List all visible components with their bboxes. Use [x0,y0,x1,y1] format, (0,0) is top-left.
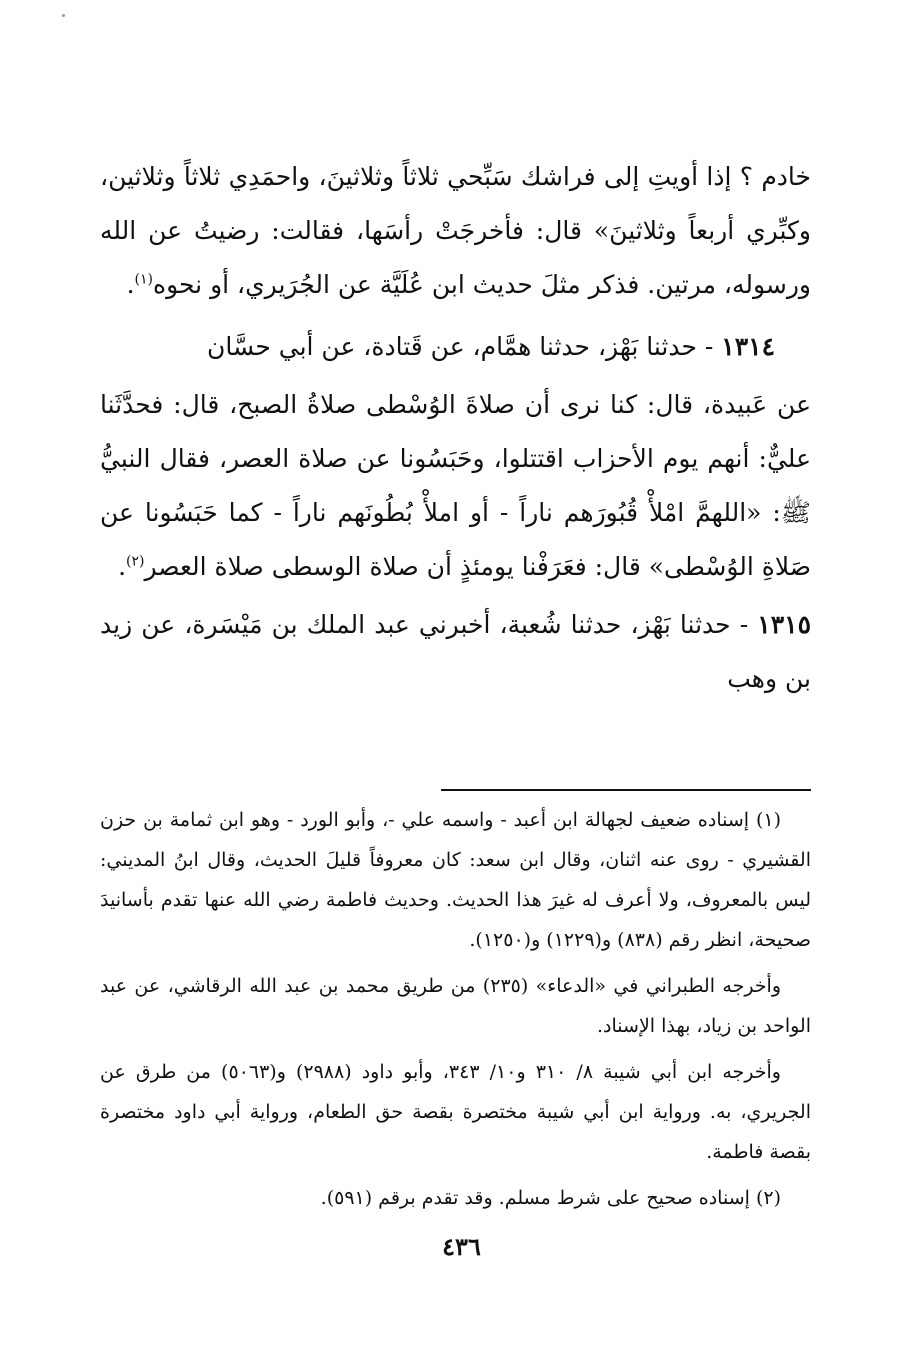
hadith-1314-chain [100,320,811,374]
hadith-period: . [118,552,127,581]
hadith-number: ١٣١٤ [721,332,775,361]
paragraph-continuation [100,150,811,312]
hadith-chain-text: - حدثنا بَهْز، حدثنا همَّام، عن قَتادة، عن أبي حسَّان [207,332,722,361]
footnote-divider [441,789,811,791]
hadith-body-text: عن عَبيدة، قال: كنا نرى أن صلاةَ الوُسْطى صلاةُ الصبح، قال: فحدَّثَنا عليٌّ: أنهم يوم الأحزاب اقتتلوا، وحَبَسُونا عن صلاة العصر، فقال النبيُّ ﷺ: «اللهمَّ امْلأْ قُبُورَهم ناراً - أو املأْ بُطُونَهم ناراً - كما حَبَسُونا عن صَلاةِ الوُسْطى» قال: فعَرَفْنا يومئذٍ أن صلاة الوسطى صلاة العصر [100,390,811,581]
main-text [100,150,811,706]
footnote-1-takhrij-a: وأخرجه الطبراني في «الدعاء» (٢٣٥) من طريق محمد بن عبد الله الرقاشي، عن عبد الواحد بن زياد، بهذا الإسناد. [100,975,811,1037]
scan-speck [62,14,65,17]
footnote-ref-1: (١) [134,271,154,288]
hadith-chain-text: - حدثنا بَهْز، حدثنا شُعبة، أخبرني عبد الملك بن مَيْسَرة، عن زيد بن وهب [100,610,811,693]
hadith-1315-chain [100,598,811,706]
footnote-1-takhrij-b: وأخرجه ابن أبي شيبة ٨/ ٣١٠ و١٠/ ٣٤٣، وأبو داود (٢٩٨٨) و(٥٠٦٣) من طرق عن الجريري، به. ورواية ابن أبي شيبة مختصرة بقصة حق الطعام، ورواية أبي داود مختصرة بقصة فاطمة. [100,1061,811,1163]
footnote-ref-2: (٢) [126,553,145,570]
footnotes-section [100,800,811,1224]
footnote-2: (٢) إسناده صحيح على شرط مسلم. وقد تقدم برقم (٥٩١). [320,1187,781,1209]
page-number: ٤٣٦ [442,1232,481,1261]
paragraph-period: . [126,270,135,299]
hadith-number: ١٣١٥ [757,610,811,639]
paragraph-text: خادم ؟ إذا أويتِ إلى فراشك سَبِّحي ثلاثاً وثلاثينَ، واحمَدِي ثلاثاً وثلاثين، وكبِّري أربعاً وثلاثينَ» قال: فأخرجَتْ رأسَها، فقالت: رضيتُ عن الله ورسوله، مرتين. فذكر مثلَ حديث ابن عُلَيَّة عن الجُرَيري، أو نحوه [100,162,811,299]
footnote-1: (١) إسناده ضعيف لجهالة ابن أعبد - واسمه علي -، وأبو الورد - وهو ابن ثمامة بن حزن القشيري - روى عنه اثنان، وقال ابن سعد: كان معروفاً قليلَ الحديث، وقال ابنُ المديني: ليس بالمعروف، ولا أعرف له غيرَ هذا الحديث. وحديث فاطمة رضي الله عنها تقدم بأسانيدَ صحيحة، انظر رقم (٨٣٨) و(١٢٢٩) و(١٢٥٠). [100,809,811,951]
hadith-1314-body [100,378,811,594]
